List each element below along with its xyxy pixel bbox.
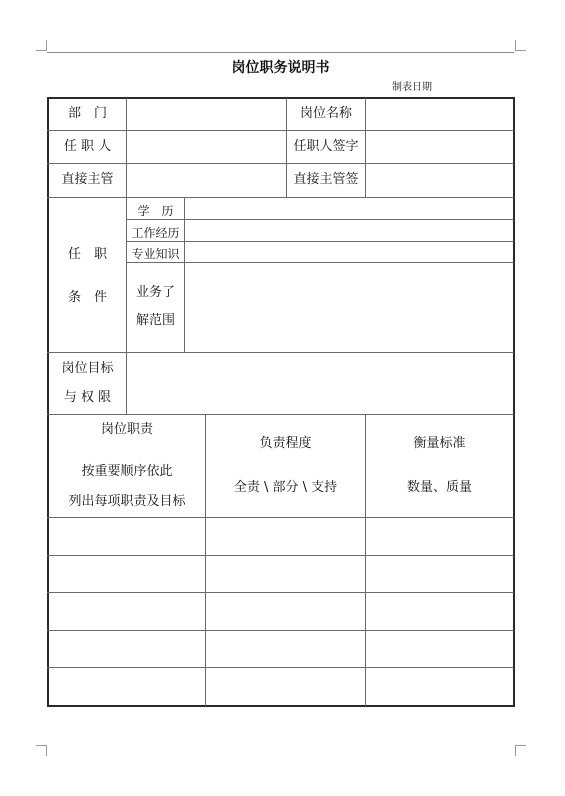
goals-label-line2: 与 权 限 bbox=[63, 390, 112, 405]
duty-cell[interactable] bbox=[206, 518, 365, 555]
experience-label: 工作经历 bbox=[131, 226, 180, 240]
supervisor-value-cell[interactable] bbox=[127, 164, 285, 197]
position-name-value-cell[interactable] bbox=[366, 99, 513, 130]
requirements-label-line1: 任 职 bbox=[67, 247, 107, 262]
duty-cell[interactable] bbox=[49, 556, 205, 592]
page-corner-mark bbox=[515, 745, 526, 756]
measure-standard-header: 衡量标准 bbox=[413, 436, 466, 451]
education-value-cell[interactable] bbox=[185, 198, 513, 219]
dept-label: 部 门 bbox=[67, 106, 107, 121]
holder-sign-label: 任职人签字 bbox=[293, 139, 359, 154]
measure-standard-options: 数量、质量 bbox=[406, 480, 472, 495]
goals-label-line1: 岗位目标 bbox=[61, 361, 114, 376]
supervisor-sign-value-cell[interactable] bbox=[366, 164, 513, 197]
duty-cell[interactable] bbox=[49, 668, 205, 705]
knowledge-label: 专业知识 bbox=[131, 247, 180, 261]
knowledge-value-cell[interactable] bbox=[185, 242, 513, 262]
duties-header-list: 列出每项职责及目标 bbox=[68, 494, 186, 509]
duties-header-order: 按重要顺序依此 bbox=[81, 464, 173, 479]
supervisor-sign-label: 直接主管签 bbox=[293, 172, 359, 187]
duty-cell[interactable] bbox=[366, 668, 513, 705]
duty-cell[interactable] bbox=[206, 668, 365, 705]
duties-header-title: 岗位职责 bbox=[100, 422, 153, 437]
page-corner-mark bbox=[36, 745, 47, 756]
scope-value-cell[interactable] bbox=[185, 263, 513, 352]
duty-cell[interactable] bbox=[206, 631, 365, 667]
dept-value-cell[interactable] bbox=[127, 99, 285, 130]
holder-sign-value-cell[interactable] bbox=[366, 131, 513, 163]
duty-cell[interactable] bbox=[366, 556, 513, 592]
goals-value-cell[interactable] bbox=[127, 353, 513, 414]
experience-value-cell[interactable] bbox=[185, 220, 513, 241]
education-label: 学 历 bbox=[137, 204, 174, 218]
date-label: 制表日期 bbox=[392, 82, 432, 93]
duty-cell[interactable] bbox=[49, 518, 205, 555]
row-divider bbox=[47, 414, 514, 415]
header-rule bbox=[47, 52, 514, 53]
duty-cell[interactable] bbox=[206, 556, 365, 592]
holder-label: 任 职 人 bbox=[63, 139, 112, 154]
page-corner-mark bbox=[515, 40, 526, 51]
page-corner-mark bbox=[36, 40, 47, 51]
table-border-bottom bbox=[47, 705, 514, 707]
responsibility-level-header: 负责程度 bbox=[259, 436, 312, 451]
duty-cell[interactable] bbox=[366, 593, 513, 630]
duty-cell[interactable] bbox=[49, 631, 205, 667]
table-border-right bbox=[513, 97, 515, 707]
document-title: 岗位职务说明书 bbox=[231, 60, 330, 76]
holder-value-cell[interactable] bbox=[127, 131, 285, 163]
scope-label-line2: 解范围 bbox=[135, 313, 175, 328]
duty-cell[interactable] bbox=[206, 593, 365, 630]
supervisor-label: 直接主管 bbox=[61, 172, 114, 187]
requirements-label-line2: 条 件 bbox=[67, 290, 107, 305]
scope-label-line1: 业务了 bbox=[135, 285, 175, 300]
duty-cell[interactable] bbox=[49, 593, 205, 630]
duty-cell[interactable] bbox=[366, 518, 513, 555]
responsibility-level-options: 全责 \ 部分 \ 支持 bbox=[233, 480, 338, 495]
duty-cell[interactable] bbox=[366, 631, 513, 667]
position-name-label: 岗位名称 bbox=[299, 106, 352, 121]
